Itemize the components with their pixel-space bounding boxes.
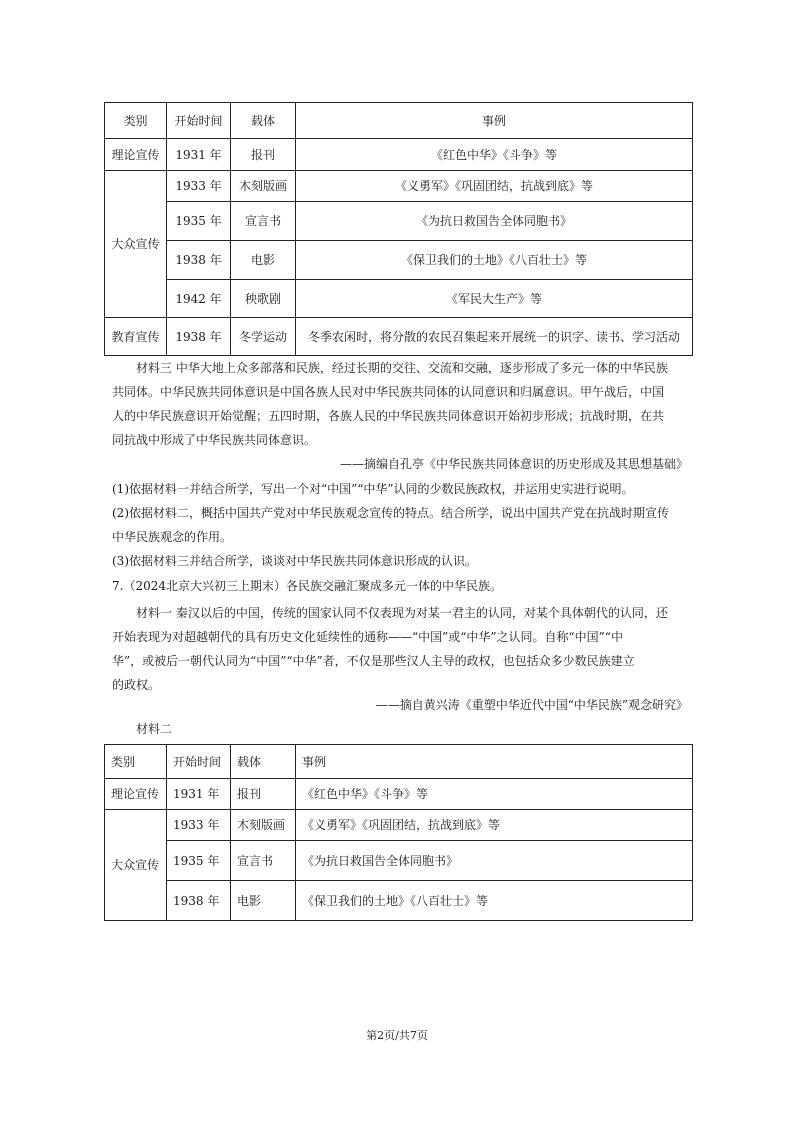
table-propaganda-2 [104, 744, 693, 921]
q7-material-1-source: ——摘自黄兴涛《重塑中华近代中国“中华民族”观念研究》 [375, 698, 688, 712]
table-row [105, 202, 693, 241]
table-row [105, 318, 693, 356]
header-category: 类别 [105, 745, 167, 779]
cell-year: 1933 年 [167, 810, 231, 841]
q7-material-1-line: 的政权。 [112, 678, 161, 692]
cell-year: 1938 年 [167, 241, 231, 280]
table-row [105, 881, 693, 921]
cell-medium: 报刊 [231, 139, 296, 171]
table-header-row [105, 745, 693, 779]
page-number: 第2页/共7页 [366, 1029, 428, 1042]
q7-material-1-paragraph [112, 601, 687, 697]
table-row [105, 810, 693, 841]
table-row [105, 171, 693, 202]
q7-material-1-line: 开始表现为对超越朝代的具有历史文化延续性的通称——“中国”或“中华”之认同。自称“中国”“中 [112, 630, 623, 644]
cell-example: 《义勇军》《巩固团结，抗战到底》等 [296, 171, 693, 202]
cell-medium: 冬学运动 [231, 318, 296, 356]
cell-example: 《义勇军》《巩固团结，抗战到底》等 [296, 810, 693, 841]
cell-year: 1938 年 [167, 881, 231, 921]
cell-example: 冬季农闲时，将分散的农民召集起来开展统一的识字、读书、学习活动 [296, 318, 693, 356]
cell-year: 1938 年 [167, 318, 231, 356]
header-example: 事例 [296, 745, 693, 779]
question-2: (2)依据材料二，概括中国共产党对中华民族观念宣传的特点。结合所学，说出中国共产党在抗战时期宣传 [112, 506, 670, 520]
header-example: 事例 [296, 103, 693, 139]
cell-category: 教育宣传 [105, 318, 167, 356]
cell-medium: 电影 [231, 241, 296, 280]
cell-example: 《红色中华》《斗争》等 [296, 779, 693, 810]
cell-example: 《保卫我们的土地》《八百壮士》等 [296, 241, 693, 280]
question-3: (3)依据材料三并结合所学，谈谈对中华民族共同体意识形成的认识。 [112, 554, 478, 568]
cell-category: 理论宣传 [105, 779, 167, 810]
material-3-paragraph [112, 356, 687, 452]
table-row [105, 139, 693, 171]
q7-material-1-line: 华”，或被后一朝代认同为“中国”“中华”者，不仅是那些汉人主导的政权，也包括众多少数民族建立 [112, 654, 635, 668]
cell-category: 大众宣传 [105, 171, 167, 318]
cell-example: 《为抗日救国告全体同胞书》 [296, 841, 693, 881]
cell-example: 《红色中华》《斗争》等 [296, 139, 693, 171]
table-row [105, 841, 693, 881]
cell-example: 《为抗日救国告全体同胞书》 [296, 202, 693, 241]
material-3-line: 材料三 中华大地上众多部落和民族，经过长期的交往、交流和交融，逐步形成了多元一体的中华民族 [136, 361, 668, 375]
cell-year: 1942 年 [167, 280, 231, 318]
table-propaganda-1 [104, 102, 693, 356]
question-1: (1)依据材料一并结合所学，写出一个对“中国”“中华”认同的少数民族政权，并运用史实进行说明。 [112, 482, 634, 496]
table-row [105, 280, 693, 318]
cell-medium: 秧歌剧 [231, 280, 296, 318]
q7-material-1-line: 材料一 秦汉以后的中国，传统的国家认同不仅表现为对某一君主的认同，对某个具体朝代的认同，还 [136, 606, 668, 620]
q7-material-2-label: 材料二 [136, 722, 173, 736]
cell-medium: 木刻版画 [231, 810, 296, 841]
cell-category: 大众宣传 [105, 810, 167, 921]
header-medium: 载体 [231, 103, 296, 139]
cell-category: 理论宣传 [105, 139, 167, 171]
question-7-title: 7.（2024北京大兴初三上期末）各民族交融汇聚成多元一体的中华民族。 [112, 579, 502, 593]
cell-example: 《保卫我们的土地》《八百壮士》等 [296, 881, 693, 921]
cell-year: 1931 年 [167, 139, 231, 171]
header-medium: 载体 [231, 745, 296, 779]
cell-year: 1933 年 [167, 171, 231, 202]
cell-medium: 电影 [231, 881, 296, 921]
header-category: 类别 [105, 103, 167, 139]
cell-medium: 宣言书 [231, 841, 296, 881]
table-header-row [105, 103, 693, 139]
material-3-source: ——摘编自孔亭《中华民族共同体意识的历史形成及其思想基础》 [339, 457, 688, 471]
table-row [105, 241, 693, 280]
cell-year: 1935 年 [167, 202, 231, 241]
question-2-cont: 中华民族观念的作用。 [112, 530, 233, 544]
cell-medium: 宣言书 [231, 202, 296, 241]
header-start-time: 开始时间 [167, 745, 231, 779]
material-3-line: 人的中华民族意识开始觉醒；五四时期，各族人民的中华民族共同体意识开始初步形成；抗战时期，在共 [112, 409, 665, 423]
cell-example: 《军民大生产》等 [296, 280, 693, 318]
cell-year: 1935 年 [167, 841, 231, 881]
material-3-line: 同抗战中形成了中华民族共同体意识。 [112, 433, 317, 447]
cell-medium: 报刊 [231, 779, 296, 810]
header-start-time: 开始时间 [167, 103, 231, 139]
cell-year: 1931 年 [167, 779, 231, 810]
table-row [105, 779, 693, 810]
cell-medium: 木刻版画 [231, 171, 296, 202]
material-3-line: 共同体。中华民族共同体意识是中国各族人民对中华民族共同体的认同意识和归属意识。甲午战后，中国 [112, 385, 665, 399]
